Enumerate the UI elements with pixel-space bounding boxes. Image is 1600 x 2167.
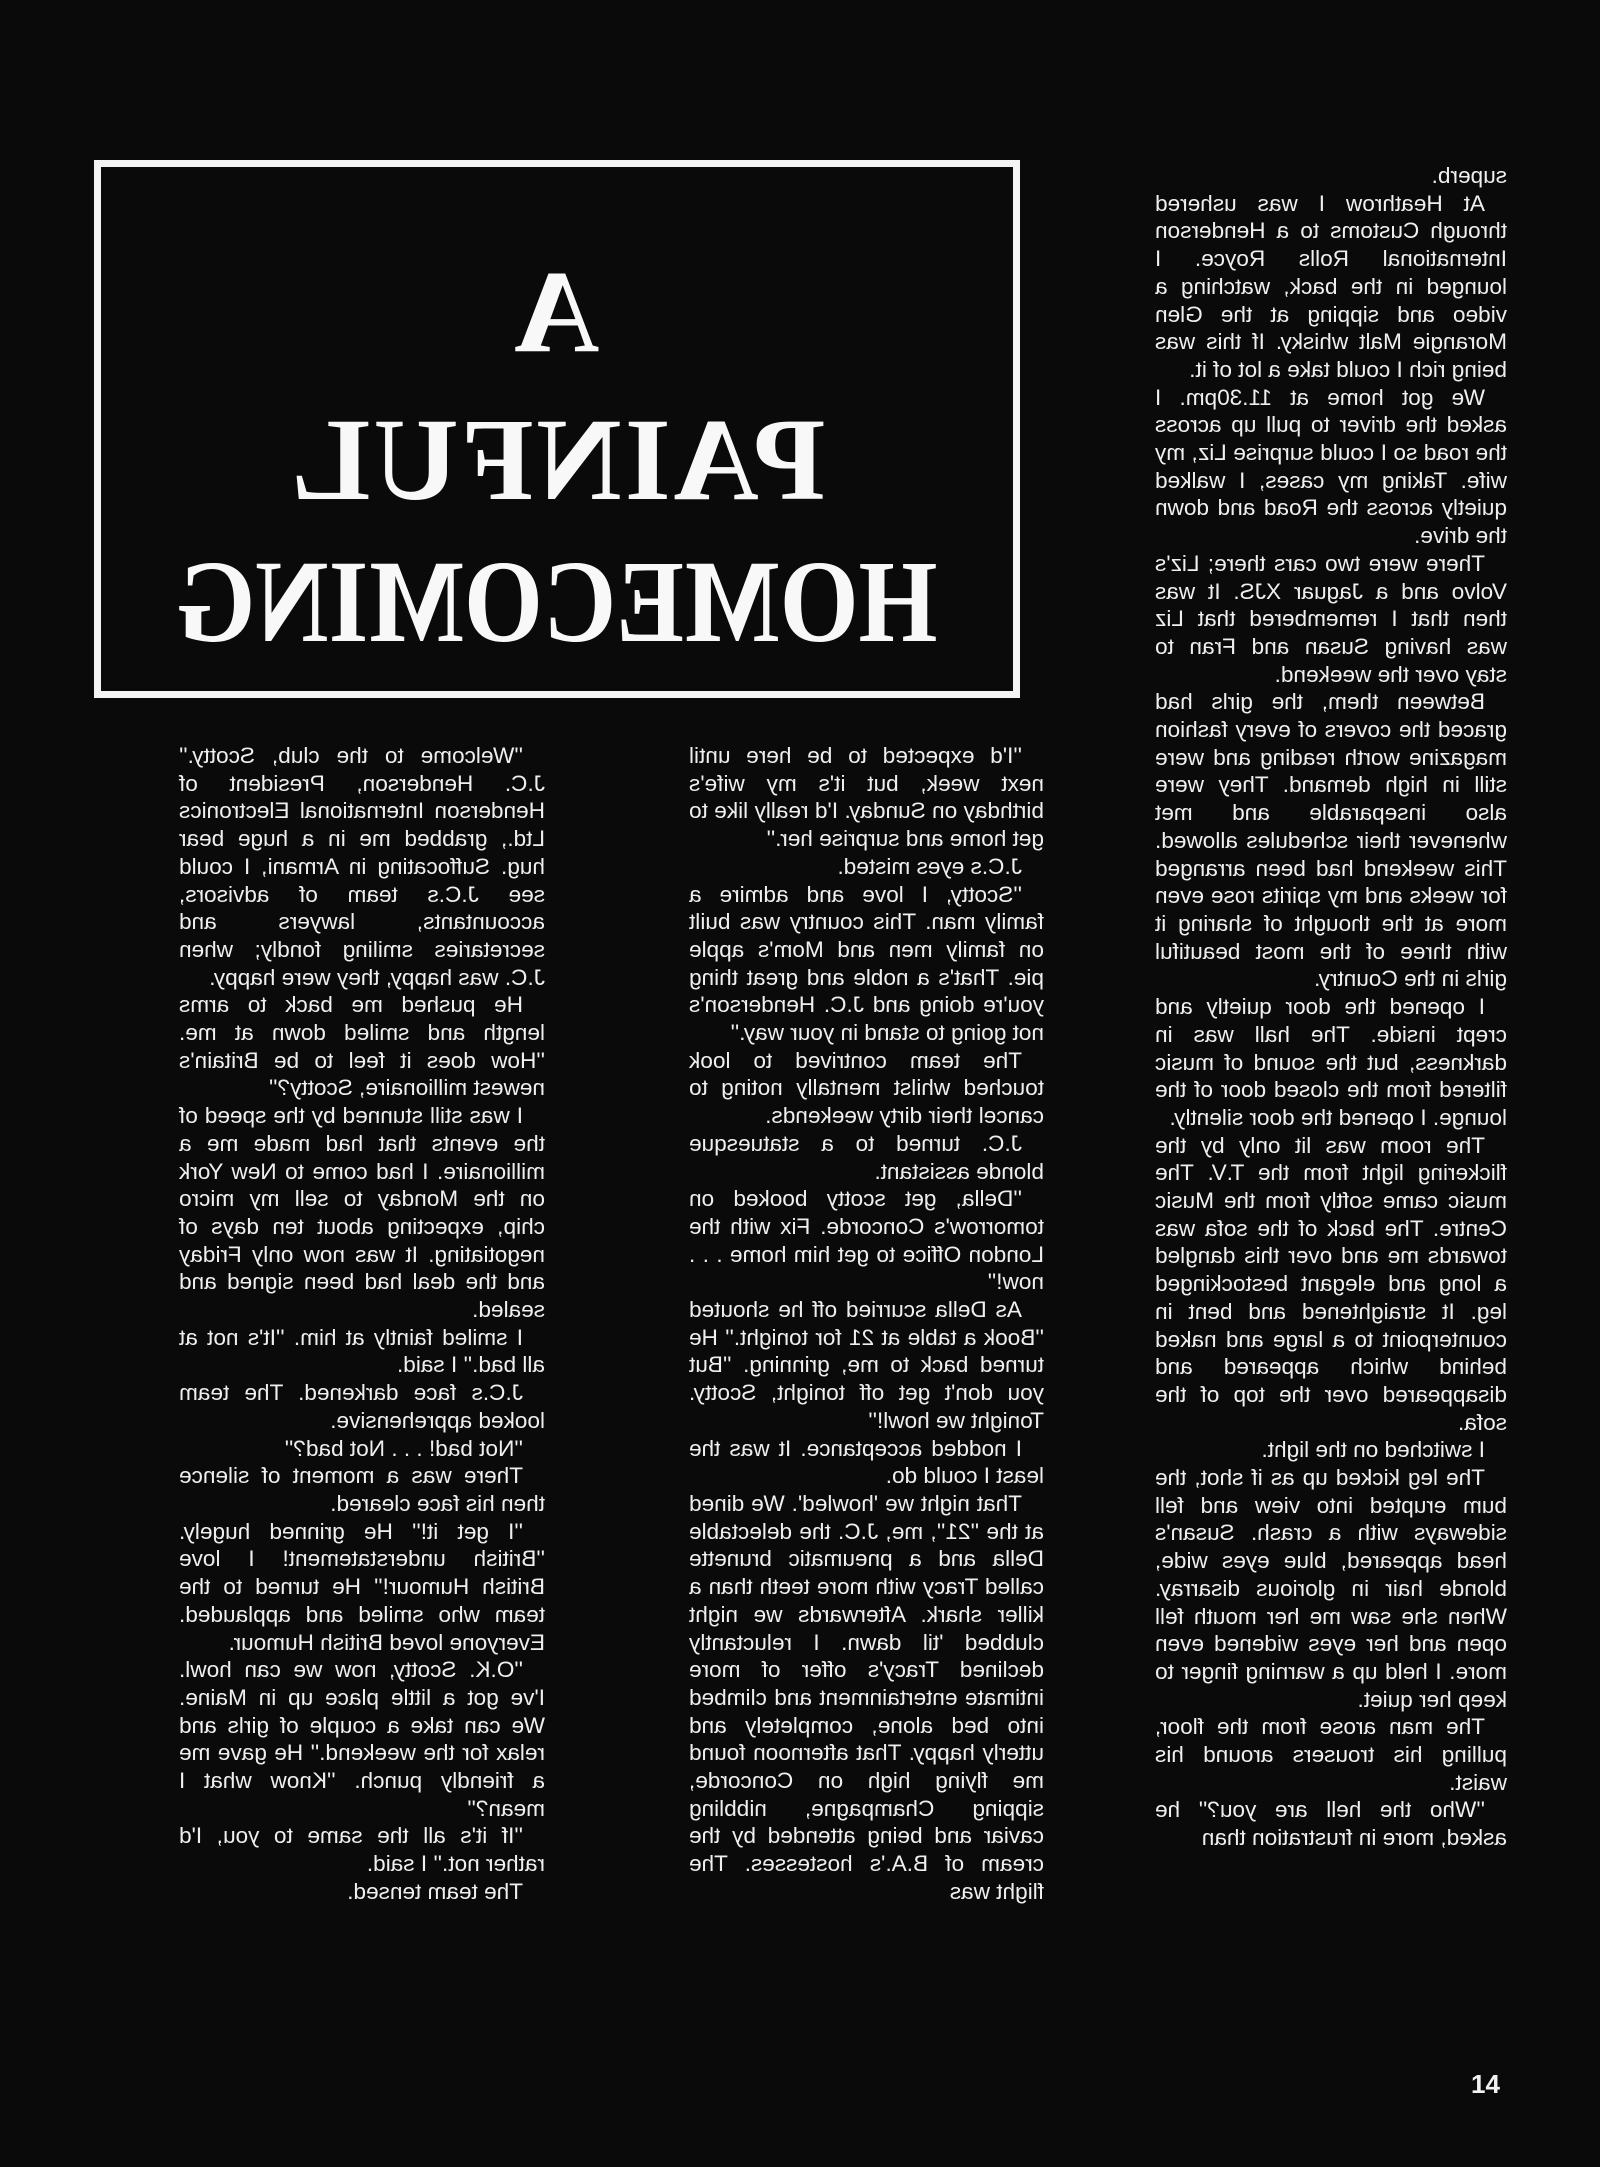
paragraph: I nodded acceptance. It was the least I could do. xyxy=(689,1435,1044,1489)
paragraph: Between them, the girls had graced the covers of every fashion magazine worth reading and were still in high demand. They were also inseparable and met whenever their schedules allowed. This weekend had been arranged for weeks and my spirits rose even more at the thought of sharing it with three of the most beautiful girls in the Country. xyxy=(1155,689,1507,992)
paragraph: There was a moment of silence then his face cleared. xyxy=(179,1463,545,1516)
paragraph: The room was lit only by the flickering light from the T.V. The music came softly from the Music Centre. The back of the sofa was towards me and over this dangled a long and elegant bestockinged leg. It straightened and bent in counterpoint to a large and naked behind which appeared and disappeared over the top of the sofa. xyxy=(1155,1132,1507,1435)
column-third xyxy=(1155,162,1507,2062)
paragraph: J.C.s eyes misted. xyxy=(837,853,1022,879)
paragraph: ''Welcome to the club, Scotty.'' J.C. Henderson, President of Henderson International Electronics Ltd., grabbed me in a huge bear hug. Suffocating in Armani, I could see J.C.s team of advisors, accountants, lawyers and secretaries smiling fondly; when J.C. was happy, they were happy. xyxy=(179,743,545,990)
paragraph: I switched on the light. xyxy=(1261,1437,1485,1463)
paragraph: I opened the door quietly and crept inside. The hall was in darkness, but the sound of music filtered from the closed door of the lounge. I opened the door silently. xyxy=(1155,994,1507,1130)
paragraph: superb. xyxy=(1431,163,1507,188)
paragraph: As Della scurried off he shouted ''Book a table at 21 for tonight.'' He turned back to me, grinning. ''But you don't get off tonight, Scotty. Tonight we howl!'' xyxy=(689,1297,1044,1433)
paragraph: There were two cars there; Liz's Volvo and a Jaguar XJS. It was then that I remembered that Liz was having Susan and Fran to stay over the weekend. xyxy=(1155,550,1507,687)
paragraph: ''I'd expected to be here until next week, but it's my wife's birthday on Sunday. I'd really like to get home and surprise her.'' xyxy=(689,743,1044,852)
paragraph: At Heathrow I was ushered through Customs to a Henderson International Rolls Royce. I lounged in the back, watching a video and sipping at the Glen Morangie Malt whisky. If this was being rich I could take a lot of it. xyxy=(1155,190,1507,382)
paragraph: J.C.s face darkened. The team looked apprehensive. xyxy=(179,1380,545,1433)
paragraph: That night we 'howled'. We dined at the ''21'', me, J.C. the delectable Della and a pneumatic brunette called Tracy with more teeth than a killer shark. Afterwards we night clubbed 'til dawn. I reluctantly declined Tracy's offer of more intimate entertainment and climbed into bed alone, completely and utterly happy. That afternoon found me flying high on Concorde, sipping Champagne, nibbling caviar and being attended by the cream of B.A.'s hostesses. The flight was xyxy=(689,1490,1044,1904)
title-line-1: A xyxy=(514,246,600,377)
paragraph: ''I get it!'' He grinned hugely. ''British understatement! I love British Humour!'' He turned to the team who smiled and applauded. Everyone loved British Humour. xyxy=(179,1518,545,1655)
column-second xyxy=(689,742,1044,2042)
page-number: 14 xyxy=(1471,2069,1500,2099)
paragraph: J.C. turned to a statuesque blonde assistant. xyxy=(689,1130,1044,1184)
paragraph: ''Della, get scotty booked on tomorrow's Concorde. Fix with the London Office to get him home . . . now!'' xyxy=(689,1186,1044,1295)
paragraph: I smiled faintly at him. ''It's not at all bad.'' I said. xyxy=(179,1324,545,1378)
title-line-3: HOMECOMING xyxy=(176,536,938,667)
paragraph: ''Not bad! . . . Not bad?'' xyxy=(284,1435,523,1461)
title-box xyxy=(94,160,1020,698)
paragraph: The team contrived to look touched whilst mentally noting to cancel their dirty weekends. xyxy=(689,1047,1044,1129)
title-line-2: PAINFUL xyxy=(288,394,826,525)
paragraph: ''Who the hell are you?'' he asked, more in frustration than xyxy=(1155,1797,1507,1851)
column-first xyxy=(179,742,545,2042)
paragraph: We got home at 11.30pm. I asked the driver to pull up across the road so I could surprise Liz, my wife. Taking my cases, I walked quietly across the Road and down the drive. xyxy=(1155,384,1507,549)
paragraph: ''Scotty, I love and admire a family man. This country was built on family men and Mom's apple pie. That's a noble and great thing you're doing and J.C. Henderson's not going to stand in your way.'' xyxy=(689,881,1044,1046)
paragraph: ''If it's all the same to you, I'd rather not.'' I said. xyxy=(179,1823,545,1877)
paragraph: The man arose from the floor, pulling his trousers around his waist. xyxy=(1155,1714,1507,1795)
paragraph: He pushed me back to arms length and smiled down at me. ''How does it feel to be Britain's newest millionaire, Scotty?'' xyxy=(179,992,545,1101)
paragraph: I was still stunned by the speed of the events that had made me a millionaire. I had come to New York on the Monday to sell my micro chip, expecting about ten days of negotiating. It was now only Friday and the deal had been signed and sealed. xyxy=(179,1103,545,1323)
paragraph: ''O.K. Scotty, now we can howl. I've got a little place up in Maine. We can take a couple of girls and relax for the weekend.'' He gave me a friendly punch. ''Know what I mean?'' xyxy=(179,1657,545,1821)
paragraph: The leg kicked up as if shot, the bum erupted into view and fell sideways with a crash. Susan's head appeared, blue eyes wide, blonde hair in glorious disarray. When she saw me her mouth fell open and her eyes widened even more. I held up a warning finger to keep her quiet. xyxy=(1155,1465,1507,1712)
paragraph: The team tensed. xyxy=(347,1878,523,1904)
